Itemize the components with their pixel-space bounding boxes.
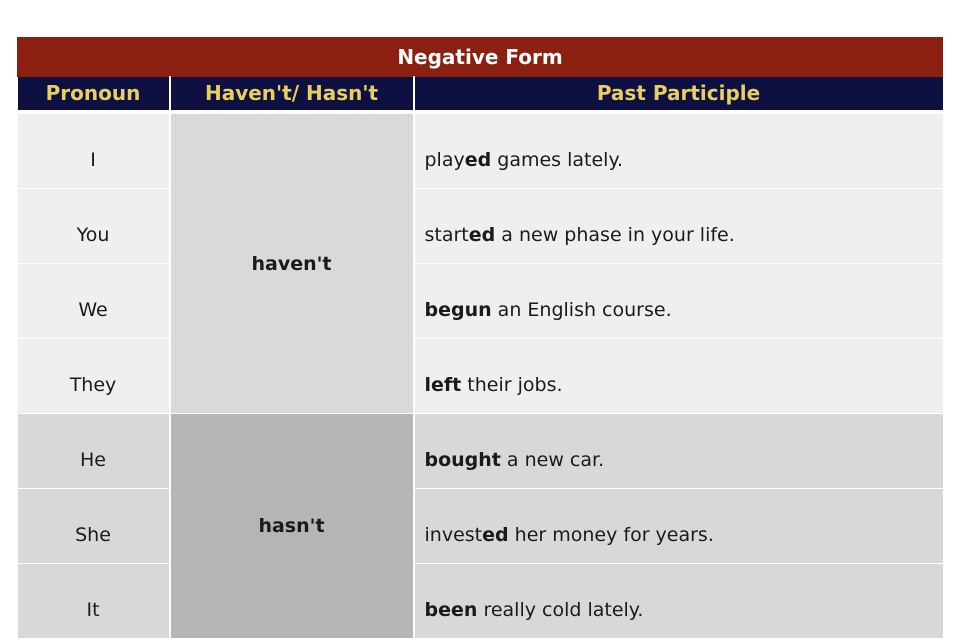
- sentence-bold: ed: [464, 149, 492, 171]
- auxiliary-cell-hasnt: hasn't: [170, 414, 414, 639]
- table-row: [18, 264, 943, 339]
- column-header-auxiliary: Haven't/ Hasn't: [170, 77, 414, 110]
- table-row: [18, 339, 943, 414]
- sentence-post: really cold lately.: [477, 599, 644, 621]
- negative-form-table: [17, 37, 943, 639]
- pronoun-cell: We: [18, 264, 170, 339]
- column-header-pronoun: Pronoun: [18, 77, 170, 110]
- sentence-bold: left: [424, 374, 462, 396]
- sentence-post: their jobs.: [461, 374, 563, 396]
- table-title: Negative Form: [18, 38, 943, 77]
- table-row: [18, 489, 943, 564]
- sentence-post: an English course.: [491, 299, 672, 321]
- sentence-bold: ed: [482, 524, 509, 546]
- pronoun-cell: They: [18, 339, 170, 414]
- table-row: [18, 564, 943, 639]
- column-header-past-participle: Past Participle: [414, 77, 943, 110]
- pronoun-cell: He: [18, 414, 170, 489]
- sentence-bold: been: [424, 599, 478, 621]
- sentence-cell: [414, 414, 943, 489]
- sentence-post: a new car.: [500, 449, 605, 471]
- pronoun-cell: You: [18, 189, 170, 264]
- sentence-bold: bought: [424, 449, 501, 471]
- sentence-cell: [414, 189, 943, 264]
- auxiliary-cell-havent: haven't: [170, 114, 414, 414]
- sentence-bold: ed: [468, 224, 496, 246]
- table-row: [18, 189, 943, 264]
- sentence-pre: start: [424, 224, 469, 246]
- pronoun-cell: She: [18, 489, 170, 564]
- sentence-cell: [414, 489, 943, 564]
- sentence-cell: [414, 564, 943, 639]
- pronoun-cell: I: [18, 114, 170, 189]
- sentence-bold: begun: [424, 299, 492, 321]
- sentence-pre: play: [424, 149, 465, 171]
- pronoun-cell: It: [18, 564, 170, 639]
- table-row: [18, 414, 943, 489]
- sentence-pre: invest: [424, 524, 483, 546]
- sentence-cell: [414, 264, 943, 339]
- table-row: [18, 114, 943, 189]
- sentence-post: her money for years.: [508, 524, 714, 546]
- sentence-post: a new phase in your life.: [495, 224, 735, 246]
- sentence-post: games lately.: [491, 149, 624, 171]
- sentence-cell: [414, 114, 943, 189]
- sentence-cell: [414, 339, 943, 414]
